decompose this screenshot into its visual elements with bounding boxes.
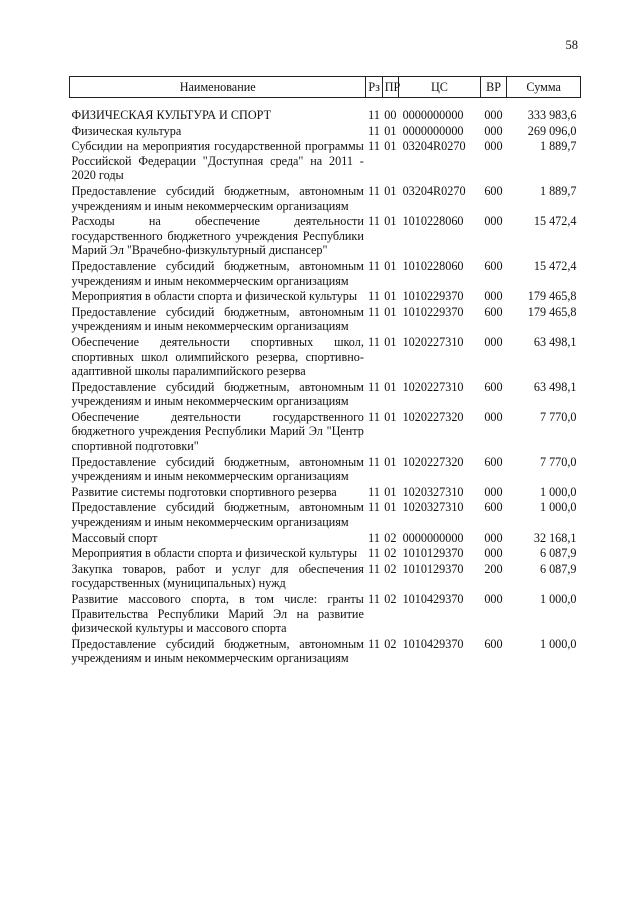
cell-sum: 15 472,4 [533,258,577,273]
cell-name: Предоставление субсидий бюджетным, автономным учреждениям и иным некоммерческим организациям [71,304,364,334]
cell-cs: 1020327310 [402,484,464,499]
cell-name: Предоставление субсидий бюджетным, автономным учреждениям и иным некоммерческим организациям [71,636,364,666]
cell-cs: 1010129370 [402,546,464,561]
cell-rz: 11 [368,636,380,651]
cell-vr: 200 [484,561,503,576]
cell-rz: 11 [368,214,380,229]
cell-rz: 11 [368,561,380,576]
cell-rz: 11 [368,258,380,273]
cell-name: Мероприятия в области спорта и физической культуры [71,289,358,304]
table-row [70,485,581,501]
table-row [70,500,581,530]
cell-rz: 11 [368,546,380,561]
cell-pr: 01 [384,379,397,394]
cell-vr: 000 [484,484,503,499]
cell-rz: 11 [368,139,380,154]
cell-rz: 11 [368,409,380,424]
column-header-rz: Рз [366,77,382,98]
cell-vr: 600 [484,454,503,469]
table-header [70,77,581,98]
cell-name: Развитие системы подготовки спортивного резерва [71,484,337,499]
table-row [70,305,581,335]
cell-sum: 32 168,1 [533,530,577,545]
cell-name: ФИЗИЧЕСКАЯ КУЛЬТУРА И СПОРТ [71,108,272,122]
cell-sum: 269 096,0 [527,123,577,138]
table-row [70,139,581,184]
table-row [70,562,581,592]
cell-rz: 11 [368,304,380,319]
table-row [70,214,581,259]
cell-rz: 11 [368,500,380,515]
cell-name: Обеспечение деятельности государственного бюджетного учреждения Республики Марий Эл "Центр спортивной подготовки" [71,409,364,454]
column-header-vr: ВР [480,77,507,98]
cell-name: Субсидии на мероприятия государственной программы Российской Федерации "Доступная среда" на 2011 - 2020 годы [71,139,364,183]
table-row [70,637,581,667]
cell-pr: 00 [384,108,397,122]
cell-pr: 01 [384,183,397,198]
cell-vr: 000 [484,289,503,304]
cell-sum: 15 472,4 [533,214,577,229]
table-row [70,184,581,214]
cell-cs: 0000000000 [402,123,464,138]
column-header-cs: ЦС [399,77,481,98]
cell-cs: 1020227310 [402,379,464,394]
cell-name: Физическая культура [71,123,182,138]
cell-name: Предоставление субсидий бюджетным, автономным учреждениям и иным некоммерческим организациям [71,454,364,484]
column-header-pr: ПР [382,77,398,98]
cell-sum: 1 000,0 [539,592,577,606]
cell-vr: 000 [484,334,503,349]
cell-cs: 03204R0270 [402,183,466,198]
cell-vr: 000 [484,139,503,154]
cell-vr: 000 [484,123,503,138]
cell-rz: 11 [368,123,380,138]
cell-rz: 11 [368,289,380,304]
cell-pr: 01 [384,258,397,273]
cell-sum: 333 983,6 [527,108,577,122]
cell-pr: 02 [384,546,397,561]
cell-vr: 600 [484,183,503,198]
cell-rz: 11 [368,530,380,545]
cell-pr: 01 [384,484,397,499]
cell-cs: 1020227320 [402,454,464,469]
cell-vr: 600 [484,379,503,394]
cell-cs: 1010229370 [402,304,464,319]
cell-vr: 000 [484,214,503,229]
cell-name: Предоставление субсидий бюджетным, автономным учреждениям и иным некоммерческим организациям [71,500,364,530]
cell-cs: 1020327310 [402,500,464,515]
cell-pr: 01 [384,500,397,515]
cell-sum: 1 000,0 [539,484,577,499]
cell-vr: 600 [484,636,503,651]
cell-sum: 63 498,1 [533,334,577,349]
cell-name: Развитие массового спорта, в том числе: гранты Правительства Республики Марий Эл на развитие физической культуры и массового спорта [71,592,364,636]
table-row [70,380,581,410]
cell-pr: 02 [384,592,397,606]
cell-cs: 1010228060 [402,214,464,229]
cell-pr: 02 [384,530,397,545]
cell-pr: 01 [384,289,397,304]
cell-rz: 11 [368,379,380,394]
cell-sum: 1 000,0 [539,636,577,651]
cell-cs: 03204R0270 [402,139,466,154]
cell-sum: 63 498,1 [533,379,577,394]
cell-cs: 1020227320 [402,409,464,424]
cell-cs: 1010229370 [402,289,464,304]
cell-vr: 000 [484,592,503,606]
column-header-sum: Сумма [507,77,581,98]
cell-rz: 11 [368,334,380,349]
cell-name: Мероприятия в области спорта и физической культуры [71,546,358,561]
cell-vr: 600 [484,304,503,319]
table-row [70,455,581,485]
table-row [70,289,581,305]
cell-sum: 7 770,0 [539,454,577,469]
cell-pr: 01 [384,214,397,229]
cell-cs: 1020227310 [402,334,464,349]
cell-vr: 000 [484,409,503,424]
cell-sum: 7 770,0 [539,409,577,424]
cell-cs: 1010429370 [402,592,464,606]
cell-sum: 1 889,7 [539,139,577,154]
budget-table [69,76,581,667]
cell-cs: 1010129370 [402,561,464,576]
table-row [70,98,581,124]
cell-cs: 0000000000 [402,530,464,545]
cell-sum: 1 889,7 [539,183,577,198]
cell-pr: 01 [384,409,397,424]
table-row [70,546,581,562]
table-row [70,531,581,547]
cell-pr: 01 [384,334,397,349]
cell-rz: 11 [368,454,380,469]
cell-name: Предоставление субсидий бюджетным, автономным учреждениям и иным некоммерческим организациям [71,183,364,213]
cell-name: Обеспечение деятельности спортивных школ, спортивных школ олимпийского резерва, спортивно-адаптивной школы паралимпийского резерва [71,334,364,379]
table-body [70,98,581,667]
cell-pr: 01 [384,454,397,469]
cell-name: Предоставление субсидий бюджетным, автономным учреждениям и иным некоммерческим организациям [71,258,364,288]
cell-pr: 02 [384,636,397,651]
cell-cs: 1010429370 [402,636,464,651]
cell-sum: 6 087,9 [539,546,577,561]
table-row [70,410,581,455]
cell-name: Расходы на обеспечение деятельности государственного бюджетного учреждения Республики Марий Эл "Врачебно-физкультурный диспансер" [71,214,364,258]
cell-vr: 000 [484,546,503,561]
cell-vr: 000 [484,530,503,545]
cell-rz: 11 [368,592,380,606]
cell-pr: 01 [384,304,397,319]
cell-name: Закупка товаров, работ и услуг для обеспечения государственных (муниципальных) нужд [71,561,364,591]
cell-rz: 11 [368,183,380,198]
cell-rz: 11 [368,484,380,499]
cell-name: Предоставление субсидий бюджетным, автономным учреждениям и иным некоммерческим организациям [71,379,364,409]
cell-vr: 600 [484,500,503,515]
cell-pr: 01 [384,123,397,138]
cell-pr: 02 [384,561,397,576]
cell-vr: 600 [484,258,503,273]
cell-sum: 179 465,8 [527,289,577,304]
cell-rz: 11 [368,108,380,122]
cell-pr: 01 [384,139,397,154]
cell-sum: 179 465,8 [527,304,577,319]
cell-sum: 6 087,9 [539,561,577,576]
cell-name: Массовый спорт [71,530,158,545]
cell-vr: 000 [484,108,503,122]
cell-cs: 0000000000 [402,108,464,122]
page-number: 58 [565,38,578,52]
cell-sum: 1 000,0 [539,500,577,515]
header-row [70,77,581,98]
table-row [70,259,581,289]
table-row [70,335,581,380]
cell-cs: 1010228060 [402,258,464,273]
column-header-name: Наименование [70,77,366,98]
table-row [70,124,581,140]
table-row [70,592,581,637]
